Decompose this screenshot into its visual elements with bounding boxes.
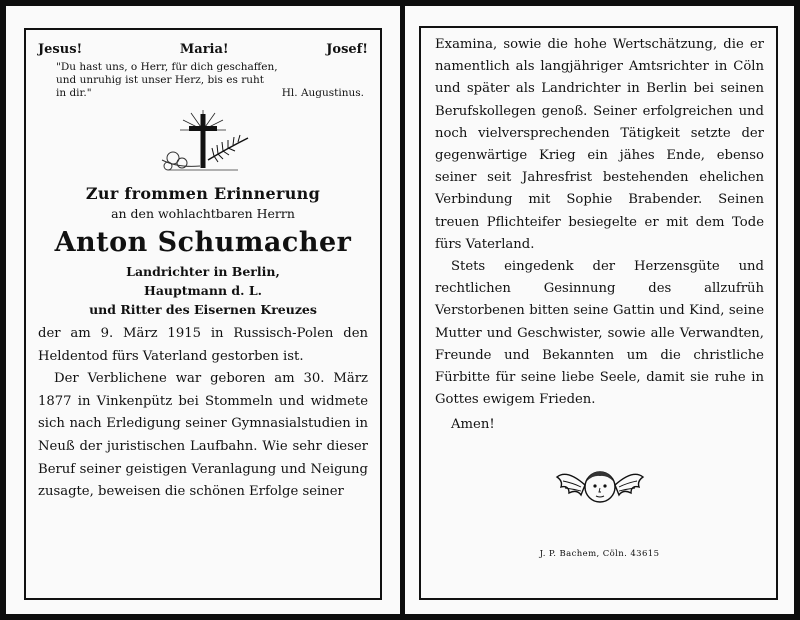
left-card (6, 6, 400, 614)
title-judge: Landrichter in Berlin, (126, 264, 280, 279)
deceased-titles (38, 262, 368, 319)
left-body-text (38, 323, 368, 504)
memorial-subheading: an den wohlachtbaren Herrn (111, 206, 295, 221)
holy-names (38, 42, 368, 57)
cross-with-palm-icon (38, 108, 368, 174)
right-frame (419, 26, 778, 600)
title-captain: Hauptmann d. L. (144, 283, 262, 298)
name-josef: Josef! (326, 42, 368, 57)
right-body-text (435, 34, 764, 411)
amen-text: Amen! (451, 417, 495, 433)
right-paragraph-2: Stets eingedenk der Herzensgüte und rechtlichen Gesinnung des allzufrüh Verstorbenen bitten seine Gattin und Kind, seine Mutter und Geschwister, sowie alle Verwandten, Freunde und Bekannten um die christliche Fürbitte für seine liebe Seele, damit sie ruhe in Gottes ewigem Frieden. (435, 259, 764, 408)
augustine-quote (38, 61, 368, 100)
right-card (405, 6, 794, 614)
quote-source: Hl. Augustinus. (281, 87, 364, 99)
quote-line-1: "Du hast uns, o Herr, für dich geschaffen, (56, 61, 278, 73)
memorial-heading: Zur frommen Erinnerung (85, 184, 321, 203)
left-paragraph-1: der am 9. März 1915 in Russisch-Polen den Heldentod fürs Vaterland gestorben ist. (38, 326, 368, 364)
deceased-name: Anton Schumacher (54, 227, 352, 258)
quote-line-3: in dir." (56, 87, 92, 99)
printer-imprint: J. P. Bachem, Cöln. 43615 (539, 549, 660, 560)
title-iron-cross: und Ritter des Eisernen Kreuzes (89, 302, 317, 317)
right-paragraph-1: Examina, sowie die hohe Wertschätzung, die er namentlich als langjähriger Amtsrichter in Cöln und später als Landrichter in Berlin bei seinen Berufskollegen genoß. Seiner erfolgreichen und noch vielversprechenden Tätigkeit setzte der gegenwärtige Krieg ein jähes Ende, ebenso seiner seit Jahresfrist bestehenden ehelichen Verbindung mit Sophie Brabender. Seinen treuen Pflichteifer besiegelte er mit dem Tode fürs Vaterland. (435, 37, 764, 252)
name-maria: Maria! (179, 42, 229, 57)
quote-line-2: und unruhig ist unser Herz, bis es ruht (56, 74, 264, 86)
left-frame (24, 28, 382, 600)
left-paragraph-2: Der Verblichene war geboren am 30. März 1877 in Vinkenpütz bei Stommeln und widmete sich nach Erledigung seiner Gymnasialstudien in Neuß der juristischen Laufbahn. Wie sehr dieser Beruf seiner geistigen Veranlagung und Neigung zusagte, beweisen die schönen Erfolge seiner (38, 371, 368, 500)
name-jesus: Jesus! (38, 42, 83, 57)
winged-cherub-icon (435, 459, 764, 511)
